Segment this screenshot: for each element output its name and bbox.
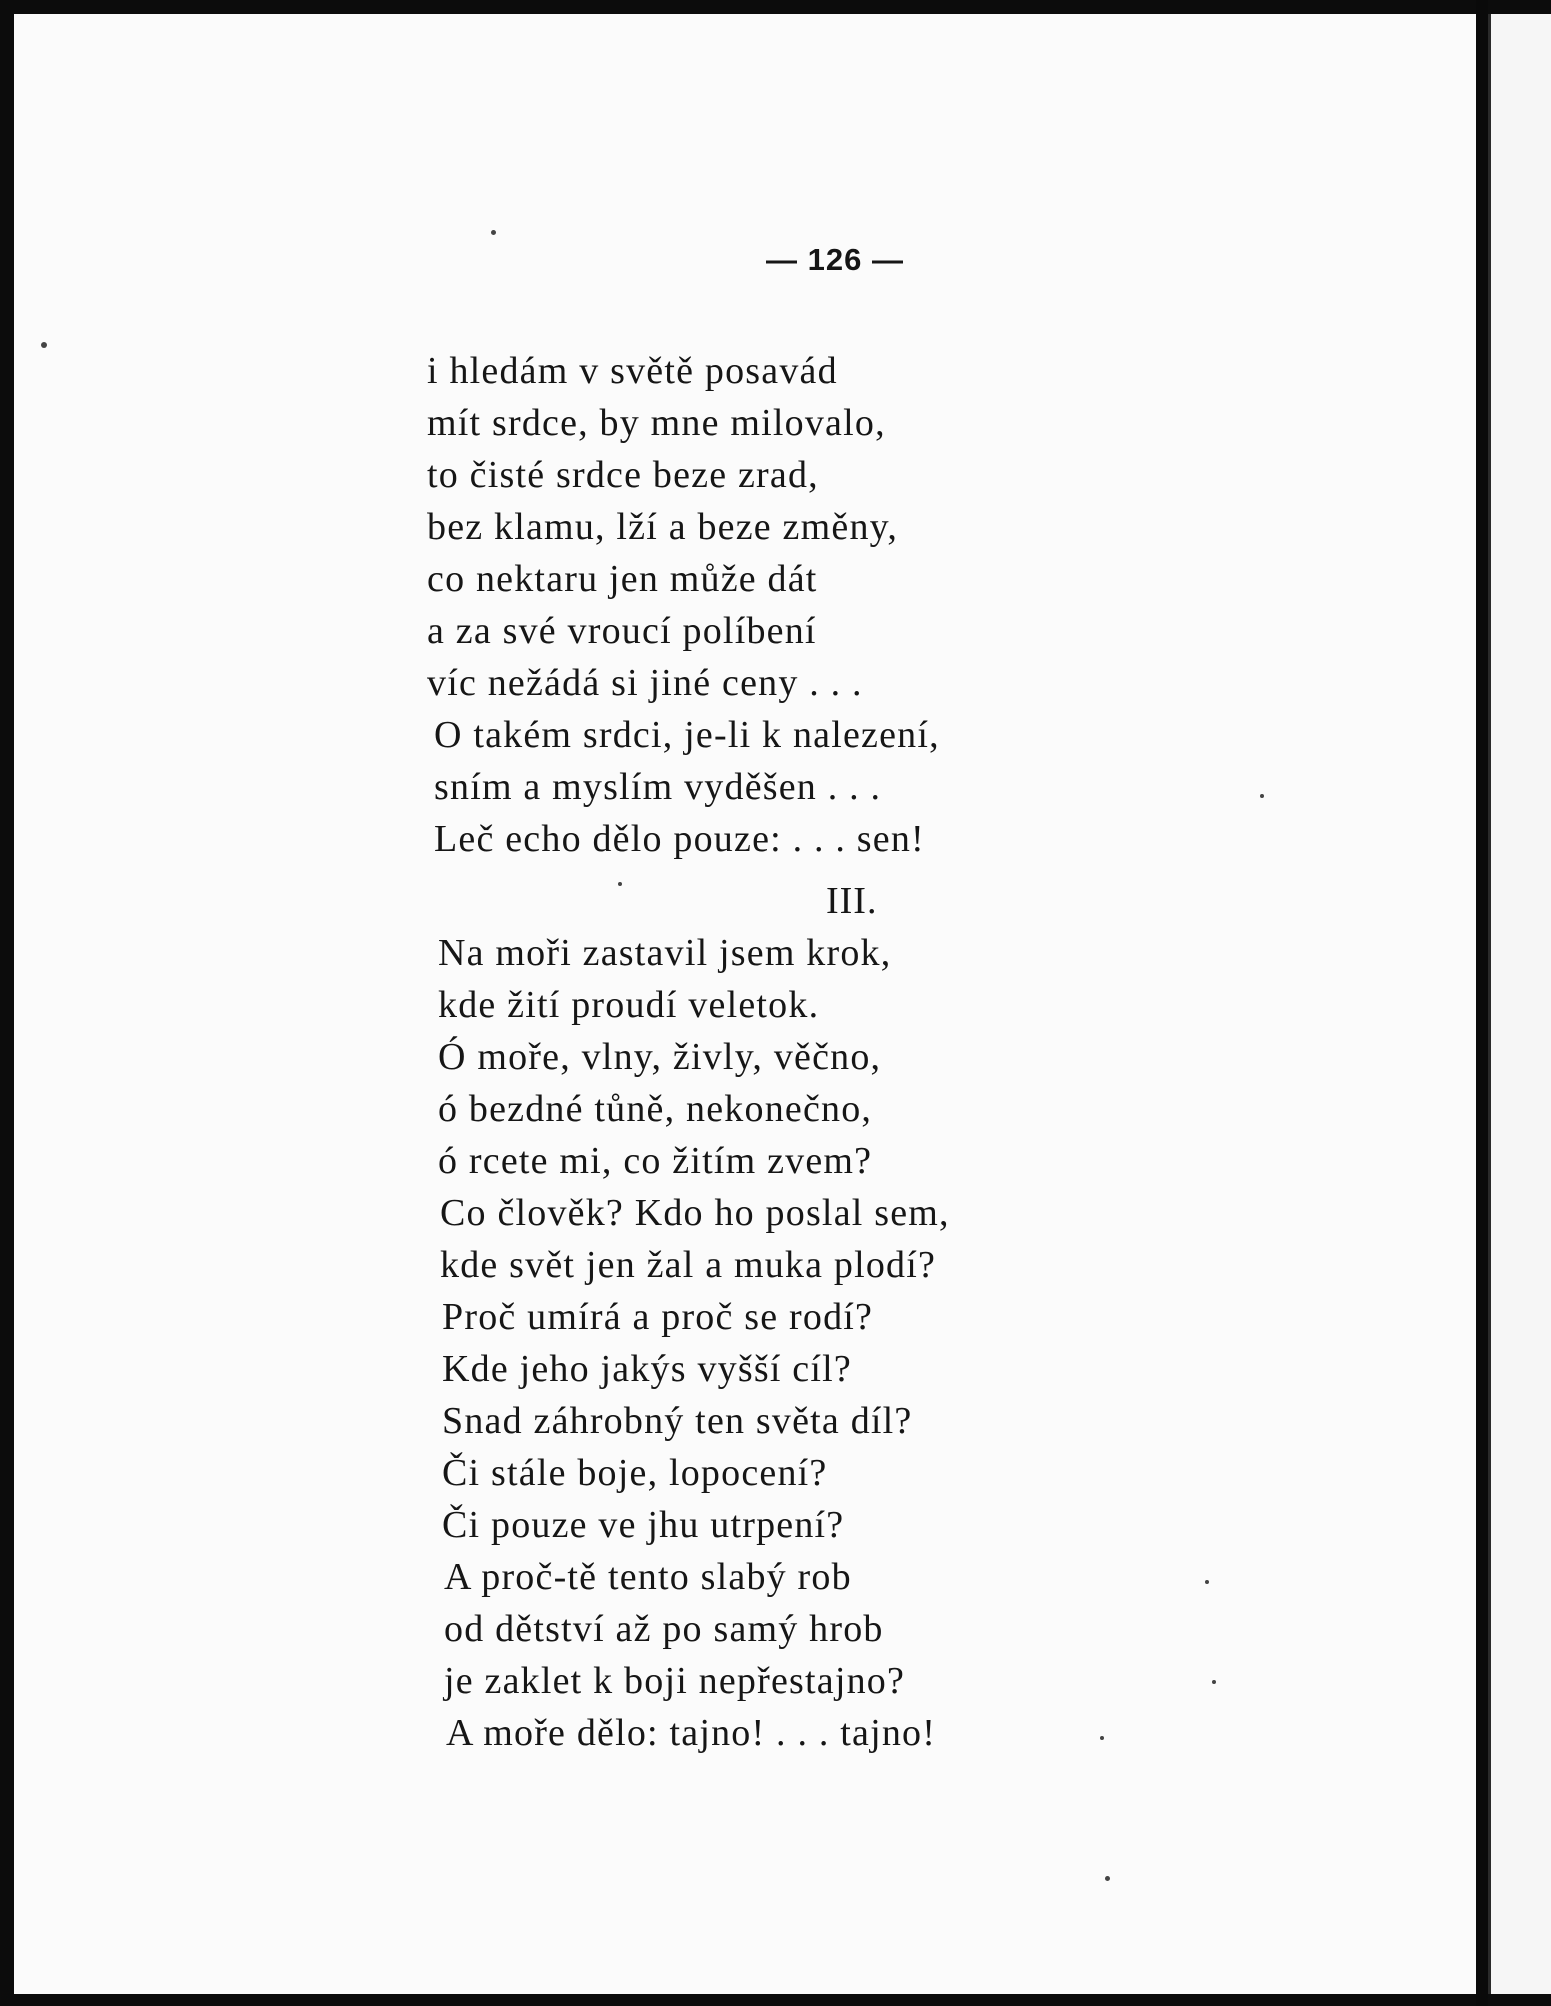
section-title: III. [826, 880, 878, 922]
poem-line: Na moři zastavil jsem krok, [438, 932, 892, 974]
poem-line: kde svět jen žal a muka plodí? [440, 1244, 937, 1286]
poem-line: ó rcete mi, co žitím zvem? [438, 1140, 873, 1182]
poem-line: ó bezdné tůně, nekonečno, [438, 1088, 873, 1130]
poem-line: od dětství až po samý hrob [444, 1608, 884, 1650]
paper-speck [1260, 794, 1264, 798]
poem-line: to čisté srdce beze zrad, [427, 454, 819, 496]
poem-line: Či stále boje, lopocení? [442, 1452, 828, 1494]
poem-line: Snad záhrobný ten světa díl? [442, 1400, 913, 1442]
poem-line: co nektaru jen může dát [427, 558, 818, 600]
poem-line: je zaklet k boji nepřestajno? [444, 1660, 906, 1702]
poem-line: Kde jeho jakýs vyšší cíl? [442, 1348, 852, 1390]
poem-line: i hledám v světě posavád [427, 350, 838, 392]
poem-line: sním a myslím vyděšen . . . [434, 766, 882, 808]
paper-speck [1212, 1680, 1216, 1684]
facing-page-edge [1488, 14, 1551, 1994]
page-number: — 126 — [766, 242, 904, 277]
paper-speck [1100, 1736, 1104, 1740]
poem-line: a za své vroucí políbení [427, 610, 817, 652]
poem-line: Co člověk? Kdo ho poslal sem, [440, 1192, 950, 1234]
poem-line: kde žití proudí veletok. [438, 984, 820, 1026]
poem-line: bez klamu, lží a beze změny, [427, 506, 899, 548]
paper-speck [1205, 1580, 1209, 1584]
poem-line: O takém srdci, je-li k nalezení, [434, 714, 940, 756]
poem-line: víc nežádá si jiné ceny . . . [427, 662, 863, 704]
paper-speck [1105, 1876, 1110, 1881]
poem-line: A moře dělo: tajno! . . . tajno! [446, 1712, 937, 1754]
poem-line: mít srdce, by mne milovalo, [427, 402, 886, 444]
poem-line: Leč echo dělo pouze: . . . sen! [434, 818, 925, 860]
paper-speck [491, 230, 496, 235]
poem-line: Ó moře, vlny, živly, věčno, [438, 1036, 882, 1078]
poem-line: Či pouze ve jhu utrpení? [442, 1504, 845, 1546]
paper-speck [618, 882, 622, 886]
poem-line: A proč-tě tento slabý rob [444, 1556, 852, 1598]
book-gutter [1476, 0, 1488, 2006]
poem-line: Proč umírá a proč se rodí? [442, 1296, 874, 1338]
paper-speck [41, 342, 47, 348]
book-page [14, 14, 1476, 1994]
